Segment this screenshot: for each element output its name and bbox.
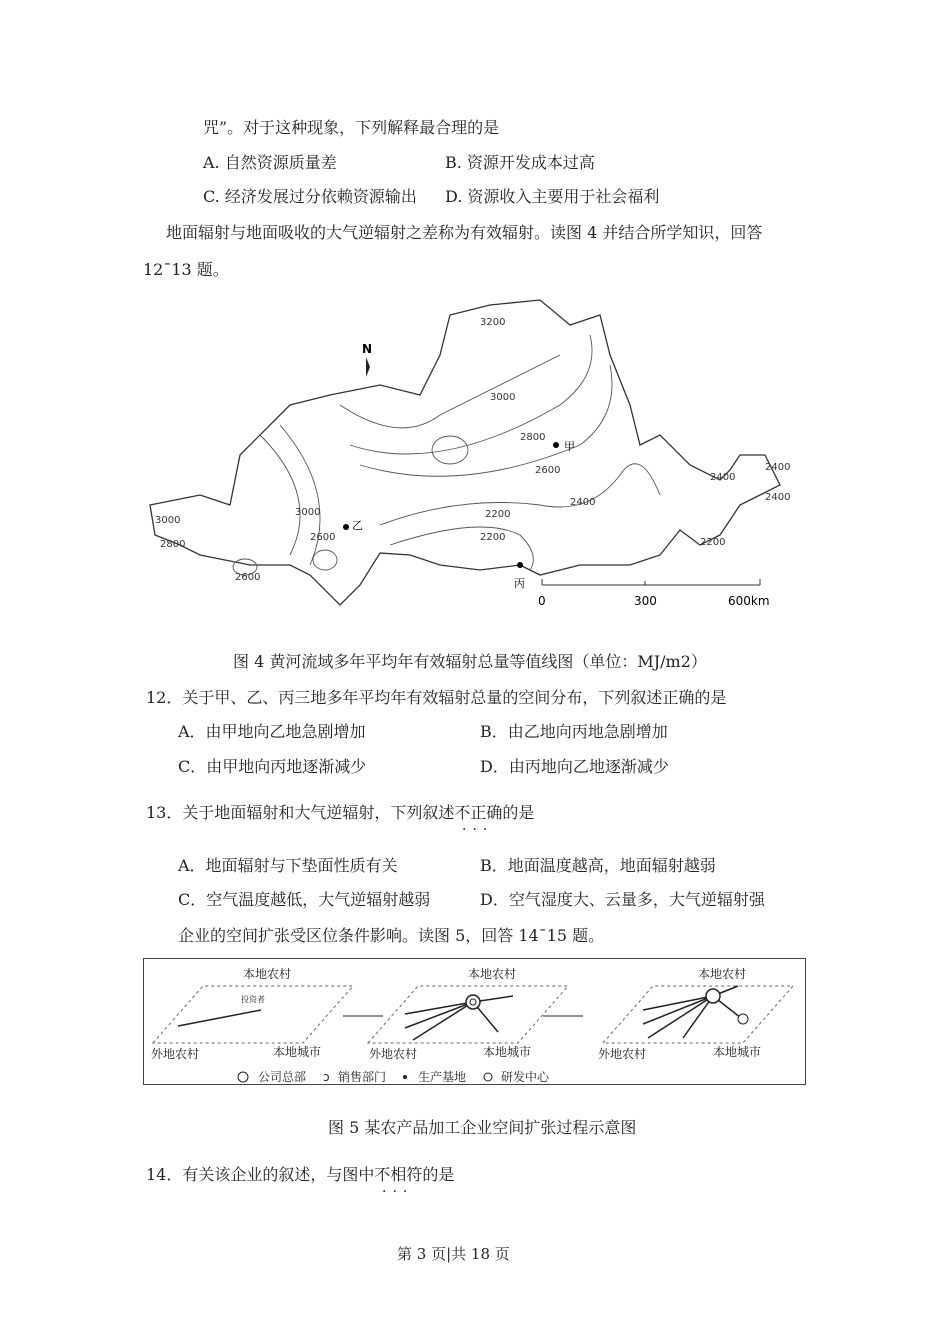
place-bing: 丙 [514,577,525,590]
svg-text:2600: 2600 [235,572,261,583]
svg-text:2200: 2200 [700,537,726,548]
svg-text:外地农村: 外地农村 [369,1047,418,1061]
figure-4-map [140,295,800,625]
svg-text:2400: 2400 [765,462,791,473]
q12-option-c: C．由甲地向丙地逐渐减少 [178,757,367,776]
svg-text:研发中心: 研发中心 [501,1070,550,1084]
svg-text:2600: 2600 [310,532,336,543]
svg-text:3000: 3000 [155,515,181,526]
q11-option-c: C. 经济发展过分依赖资源输出 [203,187,417,206]
q13-option-c: C．空气温度越低，大气逆辐射越弱 [178,890,431,909]
svg-text:本地农村: 本地农村 [243,967,292,981]
intro-12-line2: 12¯13 题。 [143,260,229,279]
intro-12-line1: 地面辐射与地面吸收的大气逆辐射之差称为有效辐射。读图 4 并结合所学知识，回答 [166,223,763,242]
svg-text:2800: 2800 [520,432,546,443]
emphasis-dots: ··· [382,1184,414,1200]
q12-option-a: A．由甲地向乙地急剧增加 [178,722,366,741]
q13-option-d: D．空气湿度大、云量多，大气逆辐射强 [480,890,765,909]
svg-text:2400: 2400 [765,492,791,503]
intro-14: 企业的空间扩张受区位条件影响。读图 5，回答 14¯15 题。 [178,926,605,945]
isoline-labels [155,317,790,583]
q11-option-b: B. 资源开发成本过高 [445,153,595,172]
figure-5-caption: 图 5 某农产品加工企业空间扩张过程示意图 [328,1118,637,1137]
figure-5-diagram [143,958,807,1086]
svg-text:外地农村: 外地农村 [151,1047,200,1061]
north-arrow-icon [366,357,370,377]
svg-text:0: 0 [538,594,546,608]
svg-text:300: 300 [634,594,657,608]
svg-text:2200: 2200 [480,532,506,543]
svg-text:2200: 2200 [485,509,511,520]
svg-text:销售部门: 销售部门 [338,1070,387,1084]
svg-text:本地城市: 本地城市 [713,1045,762,1059]
q11-stem-end: 咒”。对于这种现象，下列解释最合理的是 [203,118,500,137]
emphasis-dots: ··· [462,822,494,838]
svg-text:3000: 3000 [295,507,321,518]
q12-option-b: B．由乙地向丙地急剧增加 [480,722,668,741]
q13-stem: 13．关于地面辐射和大气逆辐射，下列叙述不正确的是 [146,803,535,822]
svg-text:本地城市: 本地城市 [483,1045,532,1059]
place-yi: 乙 [352,519,363,532]
svg-text:投资者: 投资者 [241,995,265,1004]
scale-bar [538,579,770,608]
svg-text:3200: 3200 [480,317,506,328]
isolines [233,335,660,575]
svg-text:本地农村: 本地农村 [698,967,747,981]
q13-option-b: B．地面温度越高，地面辐射越弱 [480,856,716,875]
q11-option-a: A. 自然资源质量差 [203,153,337,172]
q13-option-a: A．地面辐射与下垫面性质有关 [178,856,398,875]
svg-text:2600: 2600 [535,465,561,476]
page-footer: 第 3 页|共 18 页 [397,1245,510,1263]
svg-text:生产基地: 生产基地 [418,1070,467,1084]
svg-text:外地农村: 外地农村 [598,1047,647,1061]
place-jia: 甲 [564,440,575,453]
svg-text:2400: 2400 [570,497,596,508]
svg-text:2800: 2800 [160,539,186,550]
svg-text:3000: 3000 [490,392,516,403]
svg-text:本地城市: 本地城市 [273,1045,322,1059]
svg-text:公司总部: 公司总部 [258,1070,307,1084]
svg-text:本地农村: 本地农村 [468,967,517,981]
figure-4-caption: 图 4 黄河流域多年平均年有效辐射总量等值线图（单位：MJ/m2） [233,652,707,671]
north-arrow: N [362,342,373,356]
svg-text:600km: 600km [728,594,770,608]
q12-option-d: D．由丙地向乙地逐渐减少 [480,757,669,776]
q12-stem: 12．关于甲、乙、丙三地多年平均年有效辐射总量的空间分布，下列叙述正确的是 [146,688,727,707]
svg-text:2400: 2400 [710,472,736,483]
q11-option-d: D. 资源收入主要用于社会福利 [445,187,660,206]
q14-stem: 14．有关该企业的叙述，与图中不相符的是 [146,1165,455,1184]
svg-text:ɔ: ɔ [323,1070,330,1084]
